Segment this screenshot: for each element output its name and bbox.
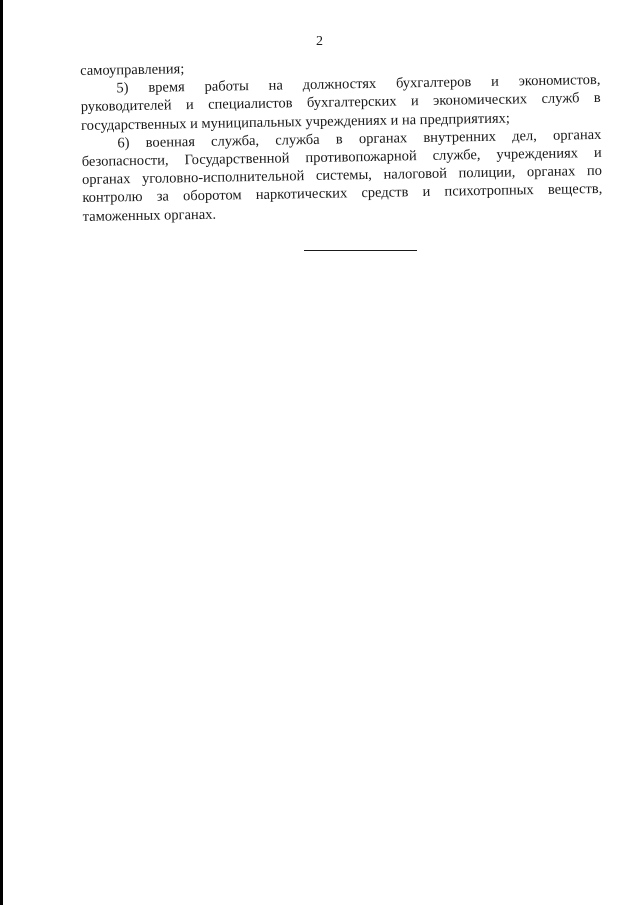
text-line: государственных и муниципальных учреждениях и на предприятиях; <box>80 110 510 134</box>
text-line: таможенных органах. <box>82 206 217 225</box>
paragraph-item-5 <box>80 71 601 135</box>
document-body <box>80 53 603 226</box>
text-line: 6) военная служба, служба в органах внутренних дел, органах <box>117 126 602 152</box>
text-line: контролю за оборотом наркотических средств и психотропных веществ, <box>82 181 603 207</box>
page-number: 2 <box>316 34 323 49</box>
closing-rule-line <box>304 250 417 251</box>
text-line: безопасности, Государственной противопожарной службе, учреждениях и <box>81 144 602 170</box>
text-line: самоуправления; <box>80 61 185 79</box>
text-line: 5) время работы на должностях бухгалтеров и экономистов, <box>116 72 601 97</box>
scan-edge-line <box>0 0 3 905</box>
paragraph-item-6 <box>81 126 603 226</box>
text-line: руководителей и специалистов бухгалтерских и экономических служб в <box>80 90 601 116</box>
text-line: органах уголовно-исполнительной системы, налоговой полиции, органах по <box>81 163 603 189</box>
